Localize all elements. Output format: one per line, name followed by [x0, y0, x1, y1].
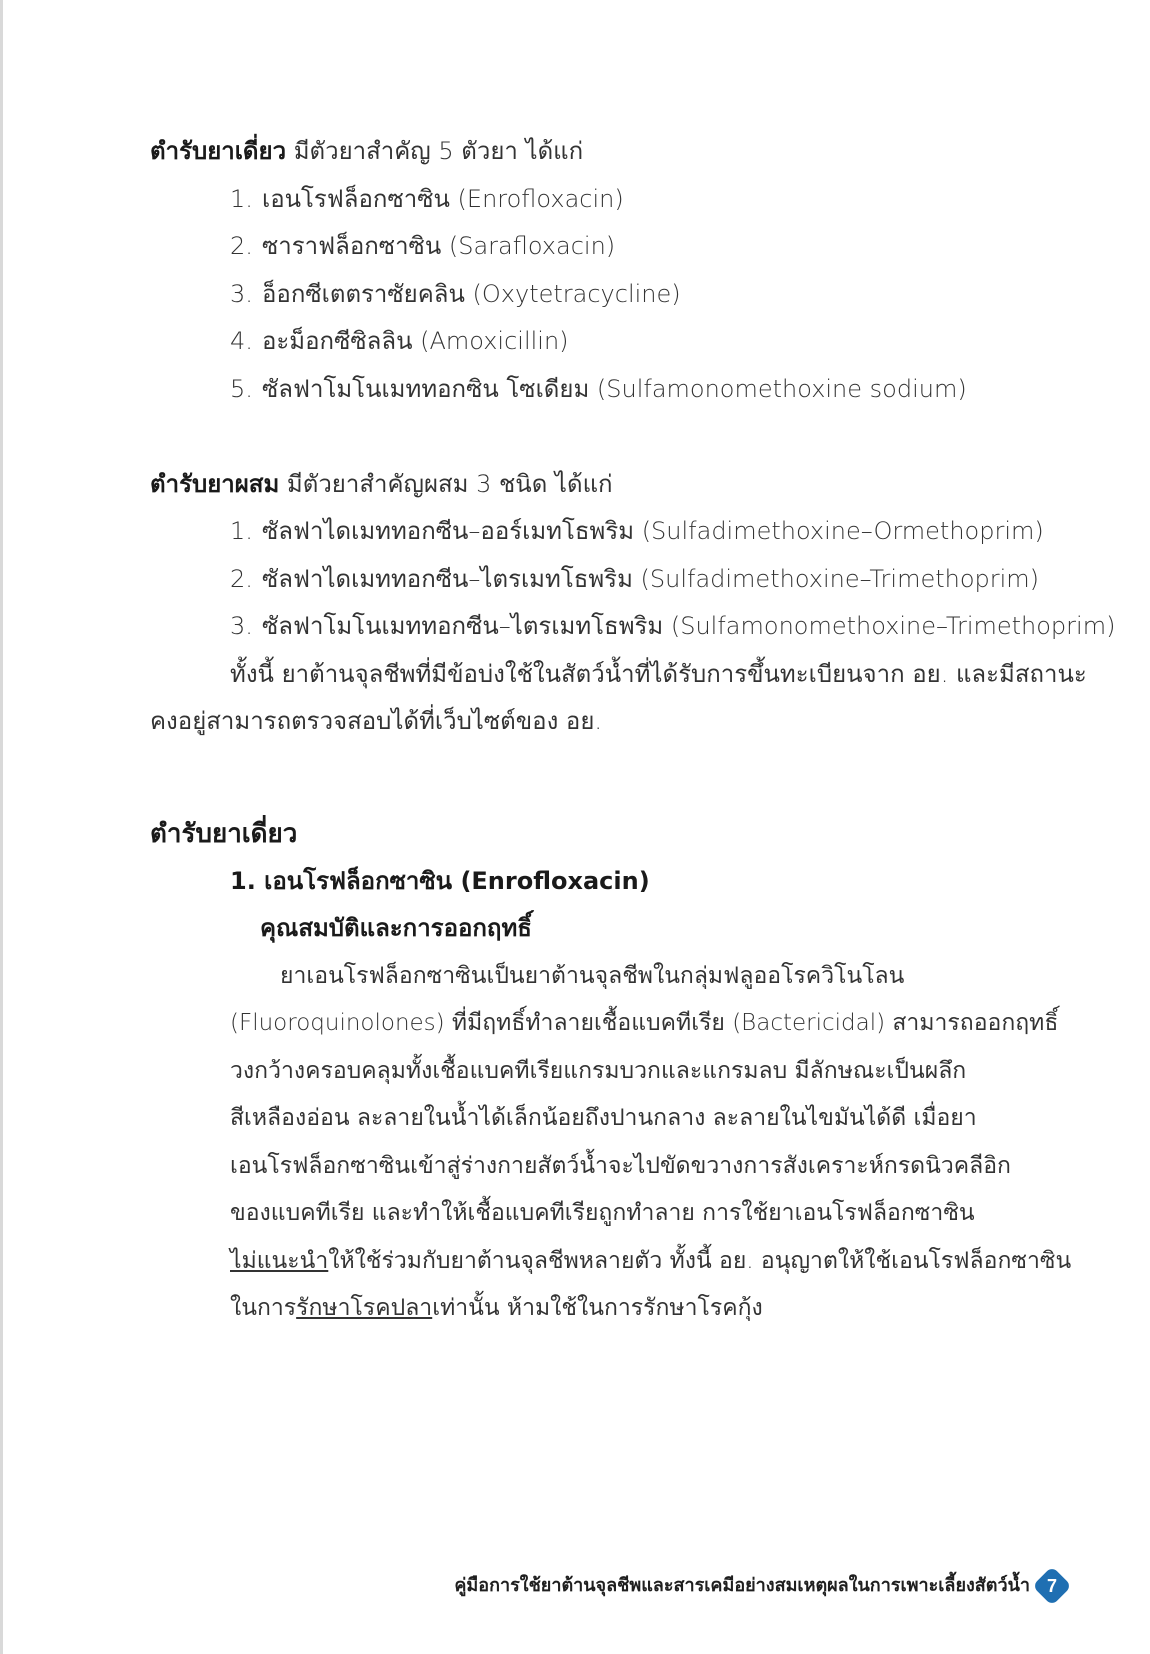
list-item-number: 5.	[230, 374, 253, 403]
list-item-number: 3.	[230, 279, 253, 308]
list-item	[150, 366, 1050, 414]
underlined-text: รักษาโรคปลา	[296, 1295, 433, 1321]
single-formula-intro	[150, 128, 1050, 176]
paragraph-line: ของแบคทีเรีย และทำให้เชื้อแบคทีเรียถูกทำลาย การใช้ยาเอนโรฟล็อกซาซิน	[230, 1200, 975, 1226]
list-item-text: ซาราฟล็อกซาซิน (Sarafloxacin)	[262, 232, 616, 260]
mixed-formula-intro-text: มีตัวยาสำคัญผสม 3 ชนิด ได้แก่	[286, 469, 613, 498]
list-item	[150, 556, 1050, 604]
paragraph-line	[230, 1285, 1050, 1333]
mixed-formula-title: ตำรับยาผสม	[150, 469, 280, 498]
paragraph-line: วงกว้างครอบคลุมทั้งเชื้อแบคทีเรียแกรมบวกและแกรมลบ มีลักษณะเป็นผลึก	[230, 1057, 967, 1084]
list-item-text: เอนโรฟล็อกซาซิน (Enrofloxacin)	[262, 184, 624, 213]
list-item-number: 1.	[230, 184, 253, 213]
list-item	[150, 176, 1050, 224]
list-item-text: ซัลฟาไดเมททอกซีน–ไตรเมทโธพริม (Sulfadimethoxine–Trimethoprim)	[262, 564, 1040, 593]
mixed-formula-note-continued: คงอยู่สามารถตรวจสอบได้ที่เว็บไซต์ของ อย.	[150, 707, 603, 735]
list-item-text: ซัลฟาโมโนเมททอกซิน โซเดียม (Sulfamonomethoxine sodium)	[262, 374, 967, 403]
page-number-badge	[1032, 1566, 1072, 1606]
paragraph-text: ให้ใช้ร่วมกับยาต้านจุลชีพหลายตัว ทั้งนี้ อย. อนุญาตให้ใช้เอนโรฟล็อกซาซิน	[328, 1247, 1072, 1274]
spacer	[150, 746, 1050, 810]
mixed-formula-intro	[150, 461, 1050, 509]
single-formula-title: ตำรับยาเดี่ยว	[150, 137, 287, 165]
paragraph-line	[230, 1238, 1072, 1286]
mixed-formula-note: ทั้งนี้ ยาต้านจุลชีพที่มีข้อบ่งใช้ในสัตว์น้ำที่ได้รับการขึ้นทะเบียนจาก อย. และมีสถานะ	[230, 659, 1087, 688]
section-heading: ตำรับยาเดี่ยว	[150, 818, 298, 849]
list-item-text: ซัลฟาโมโนเมททอกซีน–ไตรเมทโธพริม (Sulfamonomethoxine–Trimethoprim)	[262, 612, 1116, 640]
list-item-number: 3.	[230, 612, 253, 640]
underlined-text: ไม่แนะนำ	[230, 1247, 329, 1274]
paragraph-line: ยาเอนโรฟล็อกซาซินเป็นยาต้านจุลชีพในกลุ่มฟลูออโรควิโนโลน	[280, 962, 905, 989]
paragraph-text: ในการ	[230, 1295, 297, 1321]
list-item-number: 1.	[230, 517, 253, 545]
footer-title: คู่มือการใช้ยาต้านจุลชีพและสารเคมีอย่างสมเหตุผลในการเพาะเลี้ยงสัตว์น้ำ	[454, 1575, 1030, 1596]
list-item-number: 4.	[230, 327, 253, 355]
paragraph-line: เอนโรฟล็อกซาซินเข้าสู่ร่างกายสัตว์น้ำจะไปขัดขวางการสังเคราะห์กรดนิวคลีอิก	[230, 1152, 1011, 1179]
list-item	[150, 271, 1050, 319]
list-item	[150, 603, 1116, 651]
list-item-number: 2.	[230, 564, 253, 593]
drug-description	[150, 953, 1072, 1333]
list-item	[150, 223, 1050, 271]
paragraph-text: เท่านั้น ห้ามใช้ในการรักษาโรคกุ้ง	[432, 1295, 763, 1321]
list-item	[150, 318, 1050, 366]
spacer	[150, 413, 1050, 461]
list-item	[150, 508, 1050, 556]
paragraph-line: (Fluoroquinolones) ที่มีฤทธิ์ทำลายเชื้อแบคทีเรีย (Bactericidal) สามารถออกฤทธิ์	[230, 1010, 1059, 1036]
list-item-text: ซัลฟาไดเมททอกซีน–ออร์เมทโธพริม (Sulfadimethoxine–Ormethoprim)	[262, 517, 1044, 545]
page-number: 7	[1046, 1576, 1057, 1596]
paragraph-line: สีเหลืองอ่อน ละลายในน้ำได้เล็กน้อยถึงปานกลาง ละลายในไขมันได้ดี เมื่อยา	[230, 1105, 977, 1131]
list-item-text: อ็อกซีเตตราซัยคลิน (Oxytetracycline)	[262, 279, 681, 308]
drug-heading: 1. เอนโรฟล็อกซาซิน (Enrofloxacin)	[230, 866, 650, 895]
single-formula-intro-text: มีตัวยาสำคัญ 5 ตัวยา ได้แก่	[293, 137, 584, 165]
page-edge	[0, 0, 3, 1654]
list-item-text: อะม็อกซีซิลลิน (Amoxicillin)	[262, 327, 569, 355]
list-item-number: 2.	[230, 232, 253, 260]
property-heading: คุณสมบัติและการออกฤทธิ์	[260, 914, 532, 942]
page-content	[150, 128, 1116, 1333]
